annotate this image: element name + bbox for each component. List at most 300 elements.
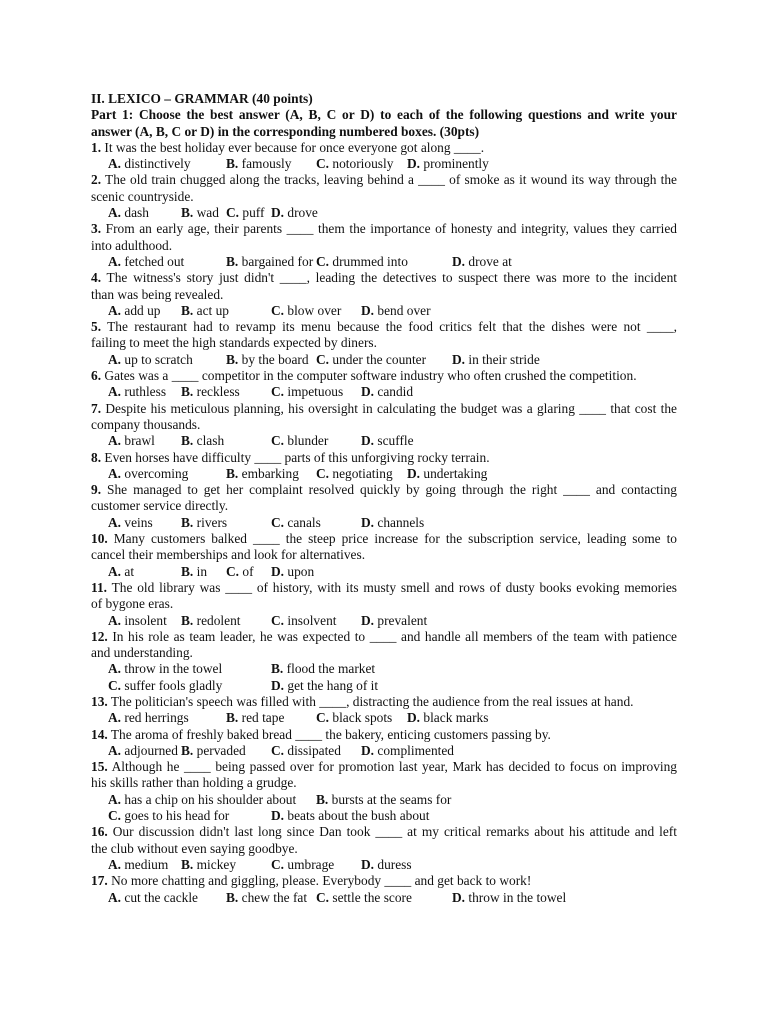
answer-option[interactable] — [226, 710, 284, 726]
answer-option[interactable] — [108, 515, 153, 531]
question-stem-line — [91, 401, 677, 417]
option-letter: B. — [181, 302, 194, 318]
option-letter: C. — [316, 710, 330, 726]
option-text: puff — [242, 205, 265, 221]
option-letter: A. — [108, 433, 122, 449]
option-letter: A. — [108, 661, 122, 677]
answer-option[interactable] — [108, 613, 167, 629]
answer-option[interactable] — [226, 156, 291, 172]
option-text: upon — [287, 563, 315, 579]
question-stem-line — [91, 172, 677, 188]
question-item — [91, 759, 677, 824]
answer-option[interactable] — [108, 352, 193, 368]
question-stem-line — [91, 873, 677, 889]
question-item — [91, 580, 677, 629]
question-item — [91, 694, 677, 727]
option-text: overcoming — [124, 465, 189, 481]
question-stem-line — [91, 238, 677, 254]
question-number: 3. — [91, 221, 102, 237]
question-number: 16. — [91, 824, 108, 840]
question-number: 12. — [91, 628, 108, 644]
answer-option[interactable] — [226, 254, 313, 270]
answer-option[interactable] — [108, 254, 184, 270]
option-letter: D. — [407, 710, 421, 726]
option-text: embarking — [241, 465, 299, 481]
option-letter: C. — [108, 808, 122, 824]
option-text: insolent — [124, 612, 167, 628]
question-number: 17. — [91, 873, 108, 889]
option-text: mickey — [196, 856, 237, 872]
option-letter: D. — [407, 465, 421, 481]
option-text: reckless — [196, 384, 240, 400]
question-stem-line — [91, 596, 677, 612]
option-letter: D. — [271, 808, 285, 824]
answer-option[interactable] — [181, 303, 229, 319]
answer-option[interactable] — [316, 352, 426, 368]
option-text: black marks — [423, 710, 489, 726]
answer-option[interactable] — [452, 254, 512, 270]
option-letter: B. — [181, 433, 194, 449]
options-row — [91, 515, 677, 531]
answer-option[interactable] — [108, 564, 134, 580]
option-letter: A. — [108, 253, 122, 269]
option-text: by the board — [241, 351, 309, 367]
question-number: 1. — [91, 139, 102, 155]
option-letter: D. — [361, 514, 375, 530]
question-stem-line — [91, 368, 677, 384]
option-text: under the counter — [332, 351, 427, 367]
question-stem-line — [91, 645, 677, 661]
question-stem-line — [91, 450, 677, 466]
question-number: 10. — [91, 531, 108, 547]
answer-option[interactable] — [271, 205, 318, 221]
option-letter: A. — [108, 302, 122, 318]
option-letter: A. — [108, 205, 122, 221]
answer-option[interactable] — [316, 710, 392, 726]
answer-option[interactable] — [108, 743, 178, 759]
answer-option[interactable] — [316, 890, 412, 906]
question-number: 9. — [91, 482, 102, 498]
question-stem-line — [91, 335, 677, 351]
option-letter: D. — [361, 302, 375, 318]
question-stem-text: She managed to get her complaint resolved quickly by going through the right ____ and contacting — [107, 482, 677, 498]
option-text: chew the fat — [241, 889, 308, 905]
option-text: rivers — [196, 514, 228, 530]
options-row — [91, 384, 677, 400]
option-letter: B. — [181, 205, 194, 221]
answer-option[interactable] — [181, 613, 241, 629]
question-number: 5. — [91, 319, 102, 335]
question-list — [91, 140, 677, 906]
options-row — [91, 254, 677, 270]
answer-option[interactable] — [361, 515, 424, 531]
option-text: drove at — [468, 253, 512, 269]
options-row — [91, 466, 677, 482]
question-stem-text: than was being revealed. — [91, 286, 224, 302]
question-number: 8. — [91, 449, 102, 465]
option-text: in their stride — [468, 351, 540, 367]
option-letter: A. — [108, 384, 122, 400]
option-letter: C. — [271, 302, 285, 318]
option-letter: C. — [226, 563, 240, 579]
option-text: scuffle — [377, 433, 414, 449]
option-text: dash — [124, 205, 149, 221]
options-row — [91, 156, 677, 172]
question-stem-text: the club without even saying goodbye. — [91, 840, 298, 856]
answer-option[interactable] — [361, 433, 414, 449]
option-letter: B. — [316, 791, 329, 807]
option-letter: D. — [452, 253, 466, 269]
option-letter: D. — [271, 677, 285, 693]
option-text: complimented — [377, 742, 454, 758]
answer-option[interactable] — [108, 205, 149, 221]
answer-option[interactable] — [108, 156, 191, 172]
option-letter: D. — [452, 889, 466, 905]
option-text: dissipated — [287, 742, 341, 758]
answer-option[interactable] — [361, 384, 413, 400]
question-stem-line — [91, 189, 677, 205]
question-stem-text: failing to meet the high standards expected by diners. — [91, 335, 377, 351]
option-letter: B. — [181, 742, 194, 758]
answer-option[interactable] — [108, 857, 168, 873]
answer-option[interactable] — [181, 515, 227, 531]
answer-option[interactable] — [108, 890, 198, 906]
question-stem-line — [91, 629, 677, 645]
question-stem-line — [91, 287, 677, 303]
answer-option[interactable] — [407, 466, 487, 482]
option-text: cut the cackle — [124, 889, 198, 905]
question-stem-line — [91, 841, 677, 857]
answer-option[interactable] — [181, 564, 207, 580]
option-text: candid — [377, 384, 414, 400]
option-letter: D. — [361, 433, 375, 449]
question-stem-text: Even horses have difficulty ____ parts of this unforgiving rocky terrain. — [104, 449, 490, 465]
answer-option[interactable] — [361, 857, 412, 873]
question-stem-text: of bygone eras. — [91, 596, 174, 612]
question-stem-text: It was the best holiday ever because for once everyone got along ____. — [104, 139, 485, 155]
answer-option[interactable] — [226, 466, 299, 482]
question-number: 11. — [91, 579, 107, 595]
answer-option[interactable] — [271, 433, 328, 449]
answer-option[interactable] — [108, 384, 166, 400]
option-text: get the hang of it — [287, 677, 379, 693]
option-text: pervaded — [196, 742, 246, 758]
worksheet — [91, 91, 677, 906]
question-item — [91, 270, 677, 319]
question-number: 13. — [91, 693, 108, 709]
question-stem-text: customer service directly. — [91, 498, 229, 514]
question-stem-text: and understanding. — [91, 645, 193, 661]
section-title: II. LEXICO – GRAMMAR (40 points) — [91, 91, 313, 106]
question-stem-text: his skills rather than holding a grudge. — [91, 775, 297, 791]
options-row — [91, 205, 677, 221]
question-stem-line — [91, 531, 677, 547]
options-row — [91, 890, 677, 906]
option-text: adjourned — [124, 742, 178, 758]
option-letter: B. — [226, 710, 239, 726]
option-letter: C. — [316, 351, 330, 367]
answer-option[interactable] — [108, 710, 189, 726]
question-number: 7. — [91, 400, 102, 416]
question-item — [91, 140, 677, 173]
question-stem-line — [91, 140, 677, 156]
option-text: canals — [287, 514, 321, 530]
option-letter: B. — [181, 384, 194, 400]
answer-option[interactable] — [361, 743, 454, 759]
question-stem-line — [91, 482, 677, 498]
option-letter: A. — [108, 742, 122, 758]
option-letter: A. — [108, 156, 122, 172]
options-row — [91, 857, 677, 873]
question-stem-line — [91, 727, 677, 743]
question-stem-line — [91, 417, 677, 433]
answer-option[interactable] — [271, 613, 337, 629]
option-letter: D. — [407, 156, 421, 172]
options-row — [91, 678, 677, 694]
option-text: act up — [196, 302, 229, 318]
question-number: 14. — [91, 726, 108, 742]
answer-option[interactable] — [271, 661, 375, 677]
question-item — [91, 629, 677, 694]
answer-option[interactable] — [108, 466, 188, 482]
question-stem-text: company thousands. — [91, 416, 201, 432]
options-row — [91, 564, 677, 580]
option-text: bargained for — [241, 253, 314, 269]
option-text: of — [242, 563, 254, 579]
options-row — [91, 792, 677, 808]
answer-option[interactable] — [271, 743, 341, 759]
option-text: has a chip on his shoulder about — [124, 791, 297, 807]
question-item — [91, 873, 677, 906]
option-letter: C. — [108, 677, 122, 693]
option-text: veins — [124, 514, 153, 530]
option-letter: A. — [108, 791, 122, 807]
question-stem-text: The restaurant had to revamp its menu because the food critics felt that the dishes were not ____, — [107, 319, 678, 335]
option-letter: A. — [108, 710, 122, 726]
option-text: wad — [196, 205, 219, 221]
question-number: 6. — [91, 368, 102, 384]
question-item — [91, 401, 677, 450]
answer-option[interactable] — [108, 792, 296, 808]
option-text: drummed into — [332, 253, 408, 269]
option-text: negotiating — [332, 465, 393, 481]
option-text: notoriously — [332, 156, 394, 172]
answer-option[interactable] — [271, 303, 341, 319]
option-letter: B. — [226, 253, 239, 269]
question-stem-text: From an early age, their parents ____ them the importance of honesty and integrity, values they carried — [105, 221, 677, 237]
option-text: famously — [241, 156, 292, 172]
question-stem-text: The politician's speech was filled with ____, distracting the audience from the real issues at hand. — [110, 693, 634, 709]
answer-option[interactable] — [108, 661, 222, 677]
option-letter: D. — [271, 563, 285, 579]
answer-option[interactable] — [271, 857, 334, 873]
option-letter: C. — [271, 433, 285, 449]
options-row — [91, 613, 677, 629]
answer-option[interactable] — [226, 352, 309, 368]
option-letter: C. — [271, 514, 285, 530]
answer-option[interactable] — [181, 384, 240, 400]
answer-option[interactable] — [271, 515, 321, 531]
option-text: clash — [196, 433, 225, 449]
question-stem-line — [91, 775, 677, 791]
option-letter: A. — [108, 465, 122, 481]
question-item — [91, 824, 677, 873]
answer-option[interactable] — [181, 205, 219, 221]
option-text: insolvent — [287, 612, 337, 628]
option-letter: C. — [226, 205, 240, 221]
question-stem-text: Gates was a ____ competitor in the computer software industry who often crushed the competition. — [104, 368, 637, 384]
option-text: beats about the bush about — [287, 808, 430, 824]
option-text: ruthless — [124, 384, 167, 400]
option-text: suffer fools gladly — [124, 677, 223, 693]
option-letter: C. — [316, 253, 330, 269]
question-stem-text: No more chatting and giggling, please. Everybody ____ and get back to work! — [111, 873, 532, 889]
option-text: up to scratch — [124, 351, 193, 367]
answer-option[interactable] — [316, 254, 408, 270]
question-stem-line — [91, 547, 677, 563]
answer-option[interactable] — [316, 792, 451, 808]
option-letter: C. — [271, 742, 285, 758]
options-row — [91, 743, 677, 759]
question-stem-text: Although he ____ being passed over for promotion last year, Mark has decided to focus on improving — [111, 759, 678, 775]
question-number: 2. — [91, 172, 102, 188]
option-text: add up — [124, 302, 161, 318]
answer-option[interactable] — [226, 564, 254, 580]
option-letter: B. — [226, 465, 239, 481]
option-letter: B. — [181, 856, 194, 872]
option-letter: D. — [271, 205, 285, 221]
question-stem-text: scenic countryside. — [91, 188, 194, 204]
option-text: prominently — [423, 156, 489, 172]
question-number: 15. — [91, 759, 108, 775]
option-text: throw in the towel — [468, 889, 567, 905]
answer-option[interactable] — [108, 433, 155, 449]
answer-option[interactable] — [271, 808, 429, 824]
question-number: 4. — [91, 270, 102, 286]
option-text: distinctively — [124, 156, 191, 172]
option-letter: D. — [361, 612, 375, 628]
option-letter: C. — [271, 856, 285, 872]
answer-option[interactable] — [271, 678, 378, 694]
option-letter: A. — [108, 856, 122, 872]
answer-option[interactable] — [407, 710, 488, 726]
option-letter: A. — [108, 351, 122, 367]
answer-option[interactable] — [361, 613, 427, 629]
option-text: impetuous — [287, 384, 344, 400]
option-letter: D. — [452, 351, 466, 367]
answer-option[interactable] — [181, 743, 246, 759]
question-stem-text: Many customers balked ____ the steep price increase for the subscription service, leading some to — [113, 531, 677, 547]
option-text: red herrings — [124, 710, 189, 726]
option-text: red tape — [241, 710, 285, 726]
question-stem-line — [91, 270, 677, 286]
option-letter: D. — [361, 742, 375, 758]
question-stem-line — [91, 580, 677, 596]
question-item — [91, 482, 677, 531]
option-letter: A. — [108, 889, 122, 905]
question-stem-line — [91, 694, 677, 710]
option-text: bursts at the seams for — [331, 791, 452, 807]
option-letter: B. — [271, 661, 284, 677]
question-item — [91, 221, 677, 270]
options-row — [91, 710, 677, 726]
question-stem-line — [91, 498, 677, 514]
answer-option[interactable] — [271, 564, 314, 580]
option-text: brawl — [124, 433, 155, 449]
option-text: goes to his head for — [124, 808, 230, 824]
answer-option[interactable] — [108, 808, 229, 824]
option-letter: A. — [108, 563, 122, 579]
answer-option[interactable] — [108, 678, 222, 694]
instructions-line-1: Part 1: Choose the best answer (A, B, C or D) to each of the following questions and write your — [91, 107, 677, 123]
question-stem-line — [91, 319, 677, 335]
option-letter: B. — [226, 351, 239, 367]
options-row — [91, 661, 677, 677]
answer-option[interactable] — [181, 857, 236, 873]
question-stem-text: The witness's story just didn't ____, leading the detectives to suspect there was more to the incident — [106, 270, 677, 286]
options-row — [91, 303, 677, 319]
instructions-line-2: answer (A, B, C or D) in the corresponding numbered boxes. (30pts) — [91, 123, 480, 139]
question-stem-text: The aroma of freshly baked bread ____ the bakery, enticing customers passing by. — [110, 726, 551, 742]
question-stem-line — [91, 221, 677, 237]
answer-option[interactable] — [316, 466, 393, 482]
answer-option[interactable] — [361, 303, 431, 319]
option-letter: C. — [316, 465, 330, 481]
option-text: fetched out — [124, 253, 185, 269]
question-stem-text: The old library was ____ of history, with its musty smell and rows of dusty books evoking memories — [111, 579, 678, 595]
option-text: redolent — [196, 612, 241, 628]
options-row — [91, 808, 677, 824]
option-text: flood the market — [286, 661, 376, 677]
option-letter: D. — [361, 856, 375, 872]
option-text: in — [196, 563, 208, 579]
question-stem-text: Despite his meticulous planning, his oversight in calculating the budget was a glaring ____ that cost the — [105, 400, 677, 416]
question-stem-text: The old train chugged along the tracks, leaving behind a ____ of smoke as it wound its way through the — [105, 172, 677, 188]
question-stem-line — [91, 759, 677, 775]
option-text: undertaking — [423, 465, 488, 481]
options-row — [91, 433, 677, 449]
question-stem-text: Our discussion didn't last long since Dan took ____ at my critical remarks about his attitude and left — [112, 824, 677, 840]
question-item — [91, 727, 677, 760]
answer-option[interactable] — [181, 433, 224, 449]
option-letter: D. — [361, 384, 375, 400]
option-letter: B. — [181, 514, 194, 530]
answer-option[interactable] — [407, 156, 489, 172]
option-text: black spots — [332, 710, 393, 726]
question-stem-text: In his role as team leader, he was expected to ____ and handle all members of the team with patience — [112, 628, 677, 644]
answer-option[interactable] — [108, 303, 160, 319]
question-item — [91, 172, 677, 221]
answer-option[interactable] — [271, 384, 343, 400]
option-text: channels — [377, 514, 425, 530]
option-text: medium — [124, 856, 169, 872]
answer-option[interactable] — [316, 156, 393, 172]
option-letter: C. — [316, 889, 330, 905]
option-letter: C. — [316, 156, 330, 172]
option-text: throw in the towel — [124, 661, 223, 677]
question-stem-line — [91, 824, 677, 840]
option-text: blunder — [287, 433, 329, 449]
answer-option[interactable] — [452, 352, 540, 368]
option-text: bend over — [377, 302, 431, 318]
answer-option[interactable] — [226, 205, 264, 221]
option-text: blow over — [287, 302, 342, 318]
answer-option[interactable] — [226, 890, 307, 906]
option-text: duress — [377, 856, 412, 872]
answer-option[interactable] — [452, 890, 566, 906]
option-letter: B. — [181, 612, 194, 628]
option-text: umbrage — [287, 856, 335, 872]
